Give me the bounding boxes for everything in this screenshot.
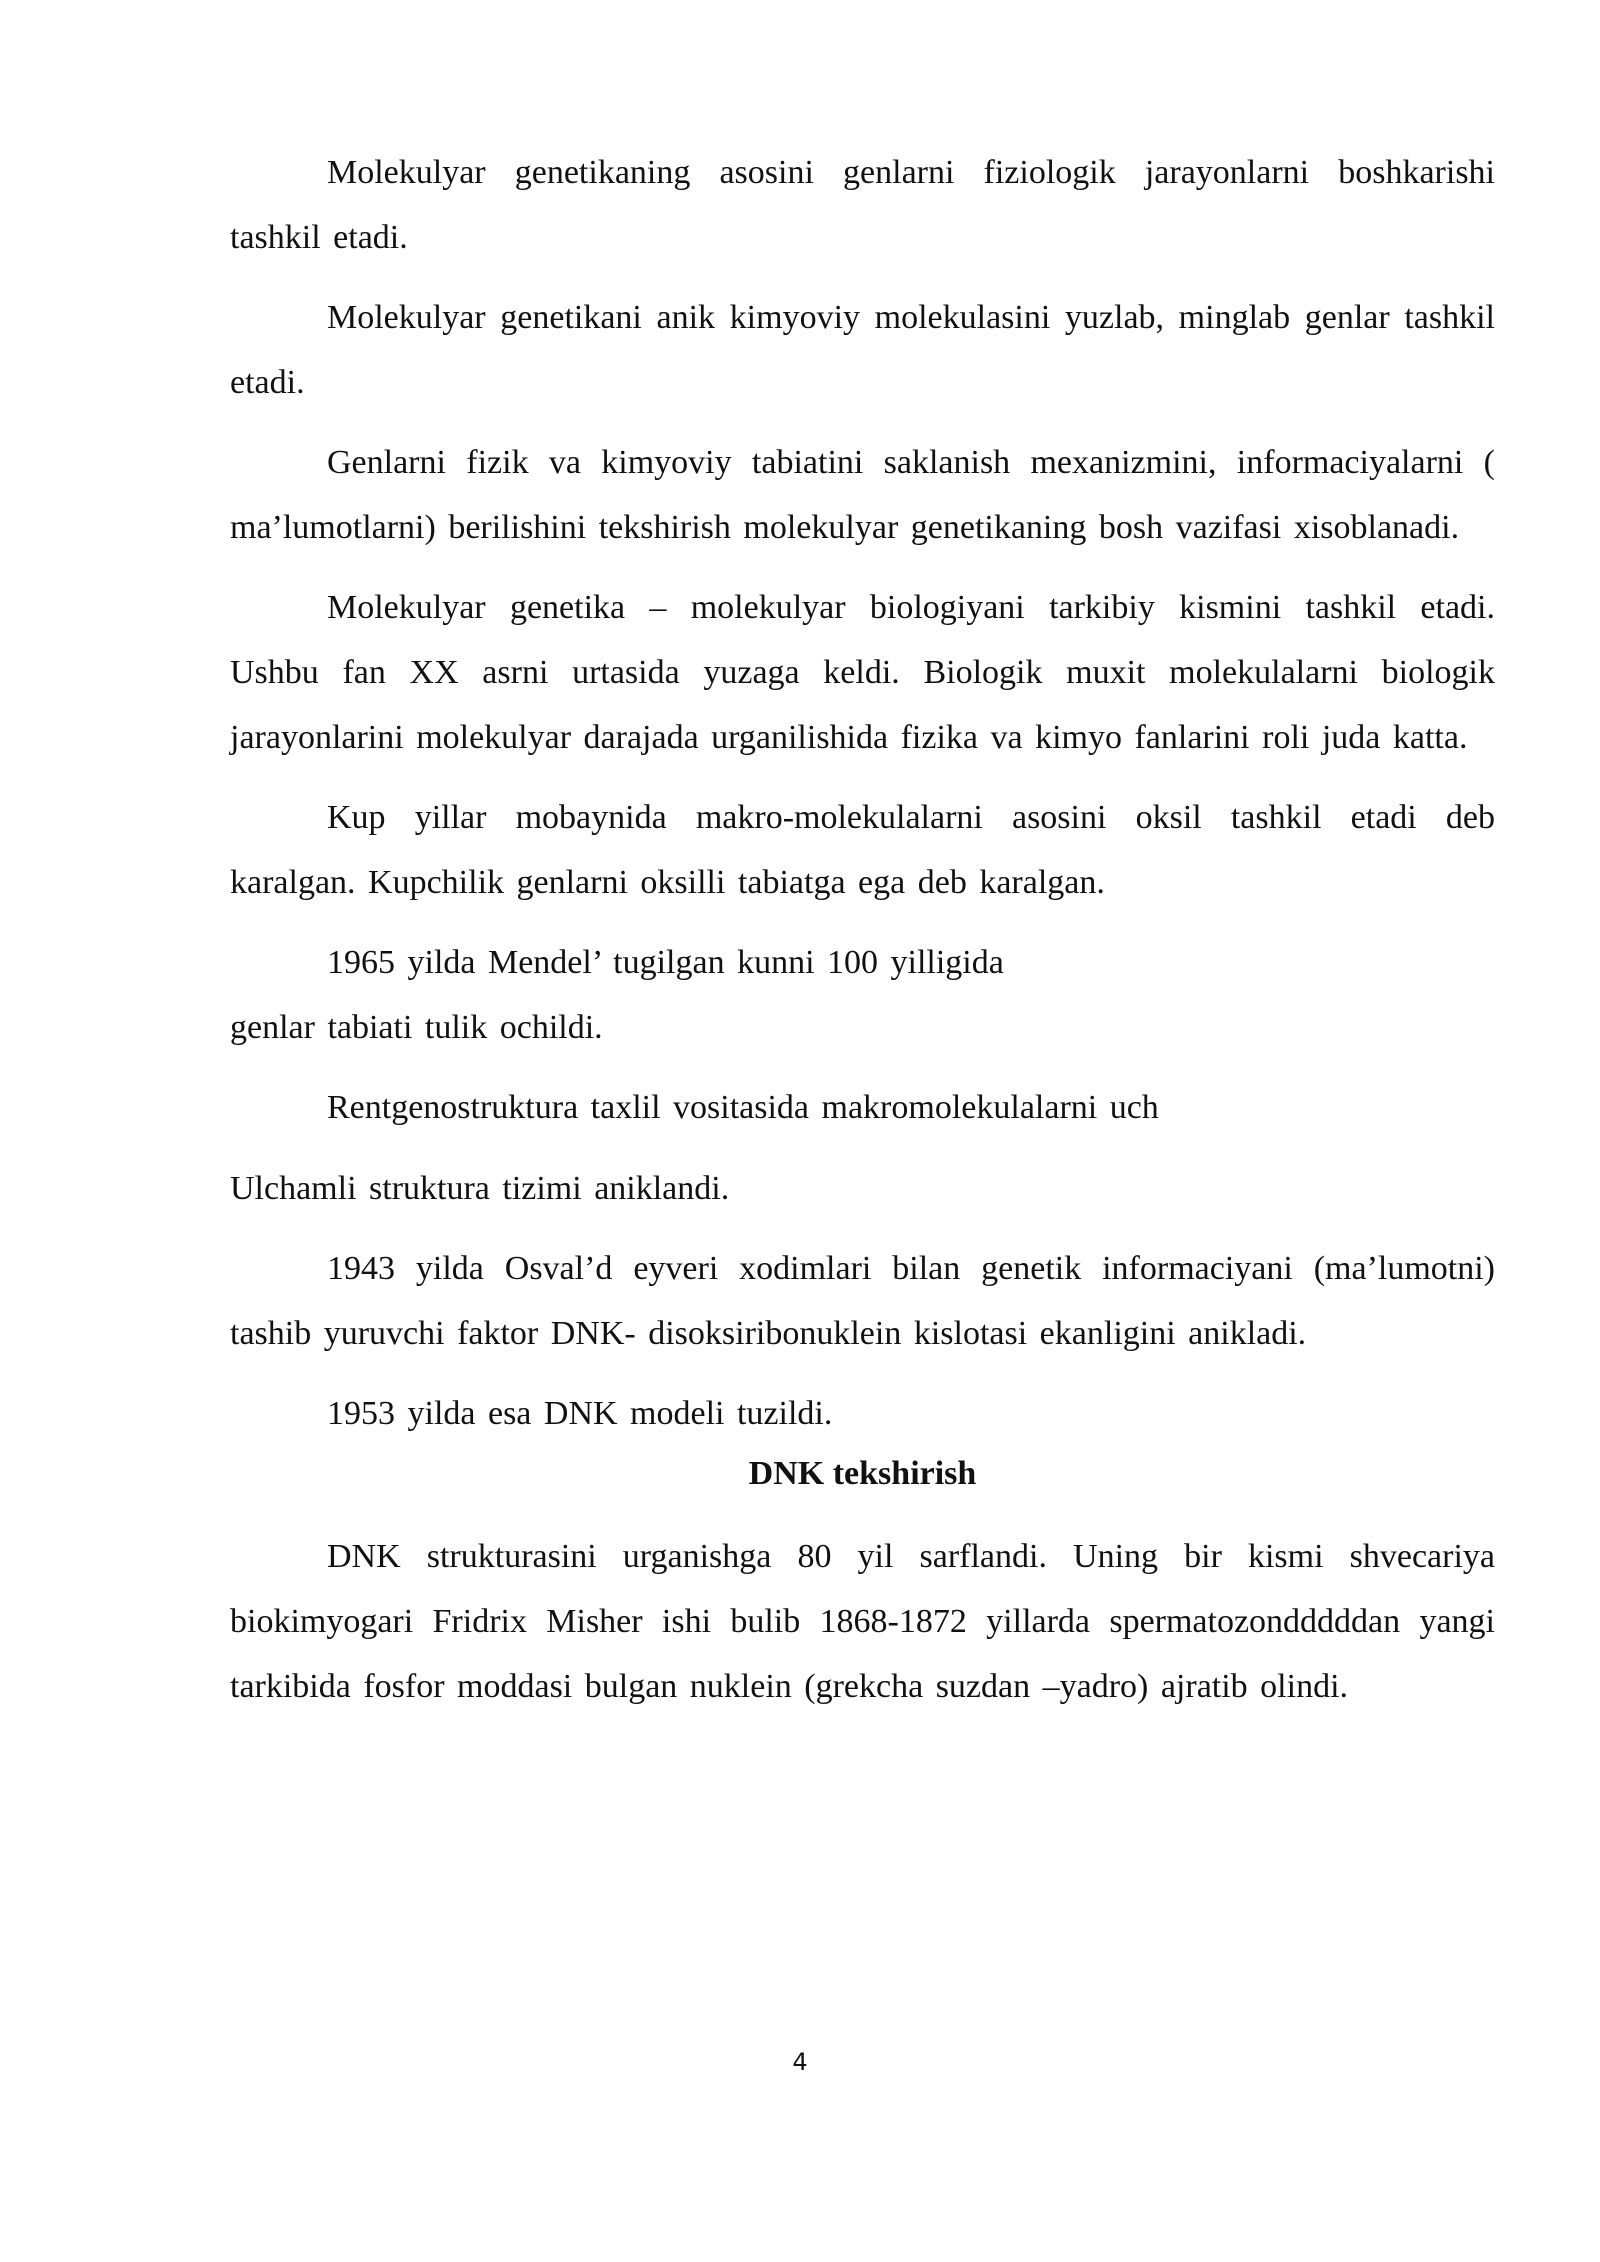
paragraph-molecular-biology: Molekulyar genetika – molekulyar biologiyani tarkibiy kismini tashkil etadi. Ushbu fan XX asrni urtasida yuzaga keldi. Biologik muxit molekulalarni biologik jarayonlarini molekulyar darajada urganilishida fizika va kimyo fanlarini roli juda katta. xyxy=(230,589,1495,756)
paragraph-molecular-genetics-basis: Molekulyar genetikaning asosini genlarni fiziologik jarayonlarni boshkarishi tashkil etadi. xyxy=(230,154,1495,256)
paragraph-1953: 1953 yilda esa DNK modeli tuzildi. xyxy=(327,1395,833,1432)
section-heading: DNK tekshirish xyxy=(748,1455,977,1492)
rentgen-line-1: Rentgenostruktura taxlil vositasida makromolekulalarni uch xyxy=(327,1089,1159,1126)
paragraph-genes-molecules: Molekulyar genetikani anik kimyoviy molekulasini yuzlab, minglab genlar tashkil etadi. xyxy=(230,299,1495,401)
paragraph-1943: 1943 yilda Osval’d eyveri xodimlari bilan genetik informaciyani (ma’lumotni) tashib yuruvchi faktor DNK- disoksiribonuklein kislotasi ekanligini anikladi. xyxy=(230,1250,1495,1352)
paragraph-proteins: Kup yillar mobaynida makro-molekulalarni asosini oksil tashkil etadi deb karalgan. Kupchilik genlarni oksilli tabiatga ega deb karalgan. xyxy=(230,799,1495,901)
paragraph-rentgen xyxy=(230,1075,1495,1221)
page-number: 4 xyxy=(792,2048,808,2076)
document-page xyxy=(230,140,1495,1734)
paragraph-mendel xyxy=(230,930,1495,1060)
paragraph-dnk-structure: DNK strukturasini urganishga 80 yil sarflandi. Uning bir kismi shvecariya biokimyogari Fridrix Misher ishi bulib 1868-1872 yillarda spermatozondddddan yangi tarkibida fosfor moddasi bulgan nuklein (grekcha suzdan –yadro) ajratib olindi. xyxy=(230,1538,1495,1705)
rentgen-line-2: Ulchamli struktura tizimi aniklandi. xyxy=(230,1170,730,1207)
paragraph-main-task: Genlarni fizik va kimyoviy tabiatini saklanish mexanizmini, informaciyalarni ( ma’lumotlarni) berilishini tekshirish molekulyar genetikaning bosh vazifasi xisoblanadi. xyxy=(230,444,1495,546)
mendel-line-2: genlar tabiati tulik ochildi. xyxy=(230,1009,603,1046)
mendel-line-1: 1965 yilda Mendel’ tugilgan kunni 100 yilligida xyxy=(327,944,1004,981)
